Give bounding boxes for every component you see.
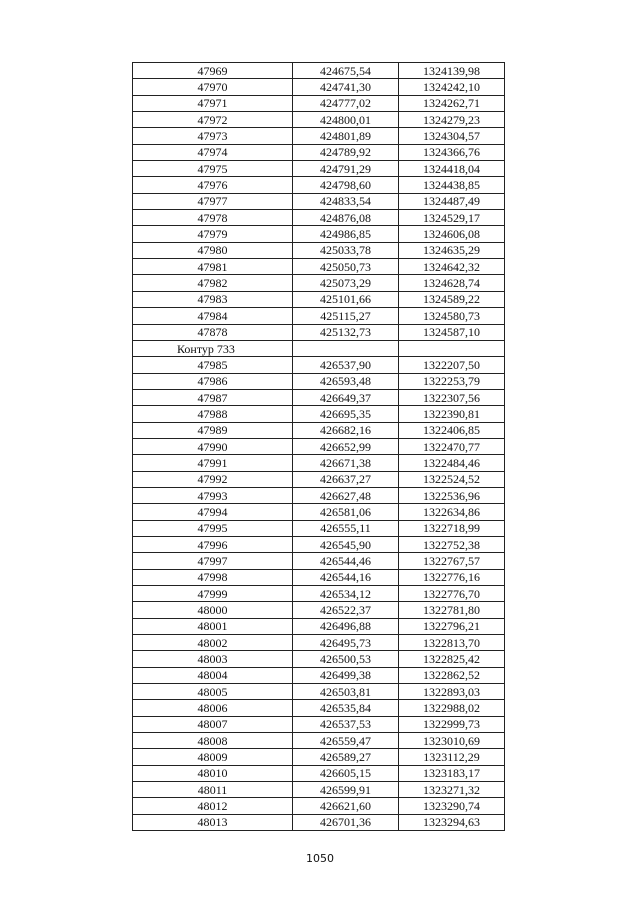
point-number-cell: 47990 (133, 438, 293, 454)
table-row (133, 324, 505, 340)
x-coordinate-cell: 424675,54 (293, 63, 399, 79)
y-coordinate-cell: 1322862,52 (399, 667, 505, 683)
x-coordinate-cell: 426627,48 (293, 487, 399, 503)
point-number-cell: 47991 (133, 455, 293, 471)
y-coordinate-cell: 1324628,74 (399, 275, 505, 291)
x-coordinate-cell: 426495,73 (293, 635, 399, 651)
table-row (133, 471, 505, 487)
point-number-cell: 47972 (133, 112, 293, 128)
point-number-cell: 47977 (133, 193, 293, 209)
y-coordinate-cell: 1322776,16 (399, 569, 505, 585)
table-row (133, 504, 505, 520)
point-number-cell: 48004 (133, 667, 293, 683)
table-row (133, 308, 505, 324)
y-coordinate-cell: 1322767,57 (399, 553, 505, 569)
table-row (133, 520, 505, 536)
y-coordinate-cell: 1324304,57 (399, 128, 505, 144)
point-number-cell: 47993 (133, 487, 293, 503)
y-coordinate-cell: 1322253,79 (399, 373, 505, 389)
x-coordinate-cell: 424791,29 (293, 161, 399, 177)
table-row (133, 112, 505, 128)
table-row (133, 95, 505, 111)
y-coordinate-cell: 1324642,32 (399, 259, 505, 275)
table-row (133, 684, 505, 700)
x-coordinate-cell: 425050,73 (293, 259, 399, 275)
point-number-cell: 47987 (133, 389, 293, 405)
y-coordinate-cell: 1322752,38 (399, 536, 505, 552)
y-coordinate-cell: 1324487,49 (399, 193, 505, 209)
x-coordinate-cell: 426671,38 (293, 455, 399, 471)
y-coordinate-cell: 1323112,29 (399, 749, 505, 765)
point-number-cell: 48005 (133, 684, 293, 700)
table-row (133, 765, 505, 781)
y-coordinate-cell: 1322999,73 (399, 716, 505, 732)
point-number-cell: 47970 (133, 79, 293, 95)
x-coordinate-cell: 426637,27 (293, 471, 399, 487)
point-number-cell: 48000 (133, 602, 293, 618)
y-coordinate-cell: 1324606,08 (399, 226, 505, 242)
point-number-cell: 47986 (133, 373, 293, 389)
point-number-cell: 48003 (133, 651, 293, 667)
table-row (133, 586, 505, 602)
x-coordinate-cell: 426522,37 (293, 602, 399, 618)
y-coordinate-cell: 1324589,22 (399, 291, 505, 307)
point-number-cell: 48010 (133, 765, 293, 781)
x-coordinate-cell: 426652,99 (293, 438, 399, 454)
point-number-cell: 47974 (133, 144, 293, 160)
point-number-cell: 48006 (133, 700, 293, 716)
x-coordinate-cell: 426559,47 (293, 733, 399, 749)
y-coordinate-cell: 1322207,50 (399, 357, 505, 373)
x-coordinate-cell: 426535,84 (293, 700, 399, 716)
y-coordinate-cell: 1322796,21 (399, 618, 505, 634)
point-number-cell: 47878 (133, 324, 293, 340)
x-coordinate-cell: 426605,15 (293, 765, 399, 781)
x-coordinate-cell: 426649,37 (293, 389, 399, 405)
table-row (133, 716, 505, 732)
table-row (133, 422, 505, 438)
table-row (133, 291, 505, 307)
table-row (133, 749, 505, 765)
x-coordinate-cell: 426593,48 (293, 373, 399, 389)
table-row (133, 406, 505, 422)
table-row (133, 226, 505, 242)
x-coordinate-cell: 424789,92 (293, 144, 399, 160)
x-coordinate-cell: 426555,11 (293, 520, 399, 536)
table-row (133, 144, 505, 160)
point-number-cell: 47984 (133, 308, 293, 324)
table-row (133, 373, 505, 389)
page-number: 1050 (306, 852, 334, 865)
point-number-cell: 47976 (133, 177, 293, 193)
y-coordinate-cell: 1322893,03 (399, 684, 505, 700)
point-number-cell: 47995 (133, 520, 293, 536)
x-coordinate-cell: 426499,38 (293, 667, 399, 683)
x-coordinate-cell: 426544,16 (293, 569, 399, 585)
table-row (133, 569, 505, 585)
y-coordinate-cell: 1322406,85 (399, 422, 505, 438)
point-number-cell: 47980 (133, 242, 293, 258)
x-coordinate-cell: 424801,89 (293, 128, 399, 144)
x-coordinate-cell: 426534,12 (293, 586, 399, 602)
point-number-cell: 47996 (133, 536, 293, 552)
y-coordinate-cell: 1324139,98 (399, 63, 505, 79)
x-coordinate-cell: 424833,54 (293, 193, 399, 209)
x-coordinate-cell: 426599,91 (293, 782, 399, 798)
y-coordinate-cell: 1324529,17 (399, 210, 505, 226)
point-number-cell: 47998 (133, 569, 293, 585)
y-coordinate-cell: 1323010,69 (399, 733, 505, 749)
x-coordinate-cell: 424777,02 (293, 95, 399, 111)
point-number-cell: 48001 (133, 618, 293, 634)
y-coordinate-cell: 1322390,81 (399, 406, 505, 422)
x-coordinate-cell: 426537,90 (293, 357, 399, 373)
point-number-cell: 47969 (133, 63, 293, 79)
table-row (133, 389, 505, 405)
y-coordinate-cell: 1324587,10 (399, 324, 505, 340)
table-row (133, 128, 505, 144)
section-row (133, 340, 505, 356)
y-coordinate-cell: 1324438,85 (399, 177, 505, 193)
coordinates-table-body (133, 63, 505, 831)
empty-cell (399, 340, 505, 356)
table-row (133, 814, 505, 830)
y-coordinate-cell: 1324635,29 (399, 242, 505, 258)
point-number-cell: 48011 (133, 782, 293, 798)
x-coordinate-cell: 426589,27 (293, 749, 399, 765)
x-coordinate-cell: 426621,60 (293, 798, 399, 814)
x-coordinate-cell: 424986,85 (293, 226, 399, 242)
y-coordinate-cell: 1323294,63 (399, 814, 505, 830)
table-row (133, 275, 505, 291)
x-coordinate-cell: 425101,66 (293, 291, 399, 307)
table-row (133, 733, 505, 749)
y-coordinate-cell: 1322470,77 (399, 438, 505, 454)
point-number-cell: 47999 (133, 586, 293, 602)
x-coordinate-cell: 424800,01 (293, 112, 399, 128)
y-coordinate-cell: 1322781,80 (399, 602, 505, 618)
table-row (133, 193, 505, 209)
empty-cell (293, 340, 399, 356)
x-coordinate-cell: 424876,08 (293, 210, 399, 226)
point-number-cell: 47992 (133, 471, 293, 487)
point-number-cell: 47983 (133, 291, 293, 307)
x-coordinate-cell: 425033,78 (293, 242, 399, 258)
x-coordinate-cell: 426701,36 (293, 814, 399, 830)
point-number-cell: 47973 (133, 128, 293, 144)
point-number-cell: 48009 (133, 749, 293, 765)
y-coordinate-cell: 1324366,76 (399, 144, 505, 160)
coordinates-table (132, 62, 505, 831)
point-number-cell: 48007 (133, 716, 293, 732)
y-coordinate-cell: 1324580,73 (399, 308, 505, 324)
section-label: Контур 733 (133, 340, 293, 356)
y-coordinate-cell: 1324242,10 (399, 79, 505, 95)
x-coordinate-cell: 426695,35 (293, 406, 399, 422)
y-coordinate-cell: 1324262,71 (399, 95, 505, 111)
x-coordinate-cell: 426537,53 (293, 716, 399, 732)
point-number-cell: 47979 (133, 226, 293, 242)
point-number-cell: 48012 (133, 798, 293, 814)
x-coordinate-cell: 426496,88 (293, 618, 399, 634)
y-coordinate-cell: 1322536,96 (399, 487, 505, 503)
point-number-cell: 48008 (133, 733, 293, 749)
table-row (133, 667, 505, 683)
table-row (133, 700, 505, 716)
table-row (133, 357, 505, 373)
point-number-cell: 47971 (133, 95, 293, 111)
point-number-cell: 47988 (133, 406, 293, 422)
y-coordinate-cell: 1323290,74 (399, 798, 505, 814)
table-row (133, 618, 505, 634)
point-number-cell: 47985 (133, 357, 293, 373)
point-number-cell: 48002 (133, 635, 293, 651)
point-number-cell: 47989 (133, 422, 293, 438)
table-row (133, 602, 505, 618)
table-row (133, 798, 505, 814)
y-coordinate-cell: 1322524,52 (399, 471, 505, 487)
y-coordinate-cell: 1322307,56 (399, 389, 505, 405)
table-row (133, 553, 505, 569)
y-coordinate-cell: 1324418,04 (399, 161, 505, 177)
table-row (133, 651, 505, 667)
table-row (133, 259, 505, 275)
x-coordinate-cell: 425073,29 (293, 275, 399, 291)
table-row (133, 487, 505, 503)
x-coordinate-cell: 426544,46 (293, 553, 399, 569)
table-row (133, 63, 505, 79)
table-row (133, 635, 505, 651)
y-coordinate-cell: 1322484,46 (399, 455, 505, 471)
point-number-cell: 48013 (133, 814, 293, 830)
table-row (133, 455, 505, 471)
point-number-cell: 47981 (133, 259, 293, 275)
table-row (133, 782, 505, 798)
x-coordinate-cell: 425132,73 (293, 324, 399, 340)
y-coordinate-cell: 1323183,17 (399, 765, 505, 781)
y-coordinate-cell: 1322825,42 (399, 651, 505, 667)
point-number-cell: 47978 (133, 210, 293, 226)
y-coordinate-cell: 1323271,32 (399, 782, 505, 798)
point-number-cell: 47982 (133, 275, 293, 291)
table-row (133, 79, 505, 95)
y-coordinate-cell: 1322718,99 (399, 520, 505, 536)
y-coordinate-cell: 1322634,86 (399, 504, 505, 520)
x-coordinate-cell: 425115,27 (293, 308, 399, 324)
x-coordinate-cell: 424798,60 (293, 177, 399, 193)
table-row (133, 536, 505, 552)
x-coordinate-cell: 426682,16 (293, 422, 399, 438)
point-number-cell: 47994 (133, 504, 293, 520)
y-coordinate-cell: 1324279,23 (399, 112, 505, 128)
x-coordinate-cell: 426581,06 (293, 504, 399, 520)
x-coordinate-cell: 426503,81 (293, 684, 399, 700)
table-row (133, 242, 505, 258)
point-number-cell: 47997 (133, 553, 293, 569)
table-row (133, 438, 505, 454)
x-coordinate-cell: 424741,30 (293, 79, 399, 95)
y-coordinate-cell: 1322988,02 (399, 700, 505, 716)
x-coordinate-cell: 426545,90 (293, 536, 399, 552)
y-coordinate-cell: 1322813,70 (399, 635, 505, 651)
table-row (133, 177, 505, 193)
x-coordinate-cell: 426500,53 (293, 651, 399, 667)
point-number-cell: 47975 (133, 161, 293, 177)
table-row (133, 210, 505, 226)
y-coordinate-cell: 1322776,70 (399, 586, 505, 602)
table-row (133, 161, 505, 177)
